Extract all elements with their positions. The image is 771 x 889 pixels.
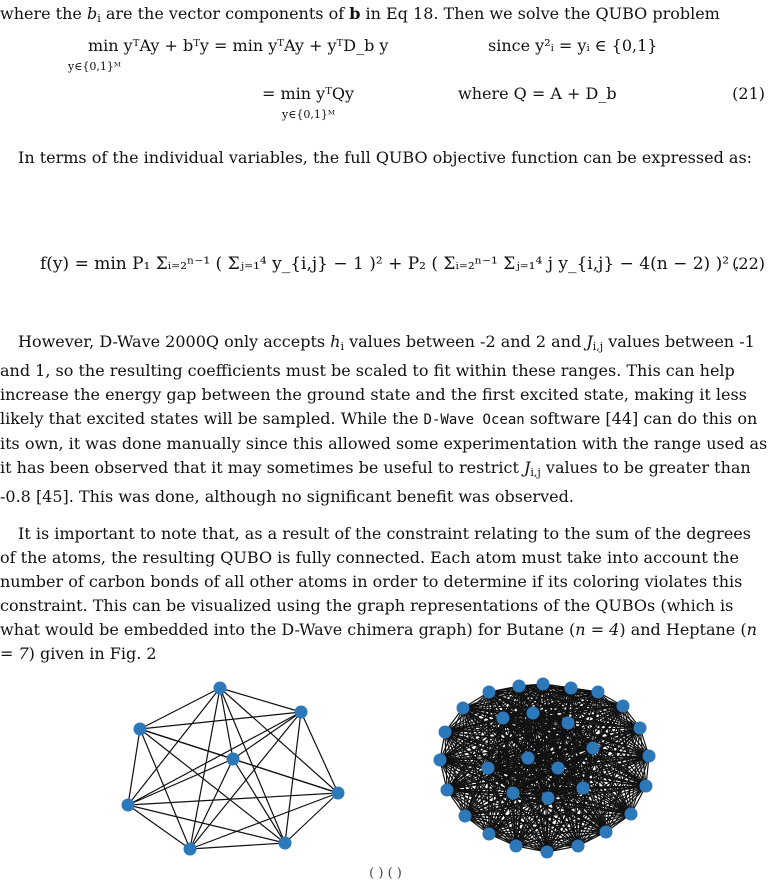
heptane-node: [587, 742, 600, 755]
paragraph-4: It is important to note that, as a result of the constraint relating to the sum of the degrees of the atoms, the resulting QUBO is fully connected. Each atom must take into account the number of carbon bonds of all other atoms in order to determine if its coloring violates this constraint. This can be visualized using the graph representations of the QUBOs (which is what would be embedded into the D-Wave chimera graph) for Butane (n = 4) and Heptane (n = 7) given in Fig. 2: [0, 524, 757, 663]
eq21-under2: y∈{0,1}ᴹ: [282, 108, 335, 121]
heptane-node: [483, 686, 496, 699]
heptane-node: [482, 762, 495, 775]
butane-node: [184, 843, 197, 856]
butane-edge: [285, 712, 301, 843]
heptane-node: [617, 700, 630, 713]
heptane-graph: [428, 673, 658, 867]
butane-node: [214, 682, 227, 695]
heptane-node: [562, 717, 575, 730]
heptane-node: [542, 792, 555, 805]
heptane-node: [439, 726, 452, 739]
heptane-node: [522, 752, 535, 765]
eq21-where: where Q = A + D_b: [458, 84, 617, 103]
butane-node: [134, 723, 147, 736]
butane-edge: [128, 688, 220, 805]
butane-node: [122, 799, 135, 812]
eq22-number: (22): [732, 254, 765, 273]
butane-edge: [220, 688, 301, 712]
heptane-node: [577, 782, 590, 795]
butane-node: [279, 837, 292, 850]
butane-edge: [285, 793, 338, 843]
butane-node: [295, 706, 308, 719]
butane-edge: [128, 712, 301, 805]
heptane-node: [513, 680, 526, 693]
eq21-line1: min yᵀAy + bᵀy = min yᵀAy + yᵀD_b y: [88, 36, 389, 55]
butane-edge: [128, 759, 233, 805]
heptane-node: [507, 787, 520, 800]
heptane-node: [625, 808, 638, 821]
butane-edge: [233, 712, 301, 759]
heptane-node: [497, 712, 510, 725]
eq21-number: (21): [732, 84, 765, 103]
butane-edge: [220, 688, 338, 793]
butane-graph: [118, 673, 348, 867]
butane-edge: [128, 793, 338, 805]
eq22-expression: f(y) = min P₁ Σᵢ₌₂ⁿ⁻¹ ( Σⱼ₌₁⁴ y_{i,j} − 1 )² + P₂ ( Σᵢ₌₂ⁿ⁻¹ Σⱼ₌₁⁴ j y_{i,j} − 4(n − 2) )² .: [40, 254, 740, 274]
b-bold: b: [349, 4, 361, 23]
heptane-node: [457, 702, 470, 715]
butane-edge: [140, 712, 301, 729]
butane-node: [227, 753, 240, 766]
heptane-node: [441, 784, 454, 797]
equation-21: [0, 36, 771, 126]
butane-node: [332, 787, 345, 800]
butane-edge: [128, 729, 140, 805]
butane-edge: [190, 688, 220, 849]
heptane-node: [537, 678, 550, 691]
heptane-node: [510, 840, 523, 853]
heptane-node: [643, 750, 656, 763]
butane-edge: [140, 729, 233, 759]
heptane-node: [483, 828, 496, 841]
eq21-under1: y∈{0,1}ᴹ: [68, 60, 121, 73]
heptane-graph-svg: [428, 673, 658, 863]
heptane-node: [565, 682, 578, 695]
heptane-node: [600, 826, 613, 839]
heptane-node: [459, 810, 472, 823]
heptane-node: [434, 754, 447, 767]
dwave-ocean-name: D-Wave Ocean: [423, 412, 525, 428]
heptane-node: [640, 780, 653, 793]
eq21-since: since y²ᵢ = yᵢ ∈ {0,1}: [488, 36, 658, 55]
b-var: b: [86, 4, 98, 23]
heptane-node: [572, 840, 585, 853]
butane-edge: [220, 688, 233, 759]
heptane-node: [592, 686, 605, 699]
figure-caption-fragment: ( ) ( ): [369, 866, 402, 881]
butane-graph-svg: [118, 673, 348, 863]
paragraph-3: However, D-Wave 2000Q only accepts $h_i$ values between -2 and 2 and $J_{i,j}$ values between -1 and 1, so the resulting coefficients must be scaled to fit within these ranges. This can help increase the energy gap between the ground state and the first excited state, making it less likely that excited states will be sampled. While the D-Wave Ocean software [44] can do this on its own, it was done manually since this allowed some experimentation with the range used as it has been observed that it may sometimes be useful to restrict $J_{i,j}$ values to be greater than -0.8 [45]. This was done, although no significant benefit was observed.: [0, 332, 768, 506]
equation-22: [0, 254, 771, 294]
heptane-node: [552, 762, 565, 775]
intro-line: where the $b_i$ are the vector components of b in Eq 18. Then we solve the QUBO problem: [0, 4, 720, 25]
butane-edge: [140, 688, 220, 729]
paragraph-2: In terms of the individual variables, the full QUBO objective function can be expressed as:: [18, 148, 753, 167]
butane-edge: [301, 712, 338, 793]
eq21-line2: = min yᵀQy: [262, 84, 355, 103]
heptane-node: [527, 707, 540, 720]
heptane-node: [541, 846, 554, 859]
heptane-node: [634, 722, 647, 735]
